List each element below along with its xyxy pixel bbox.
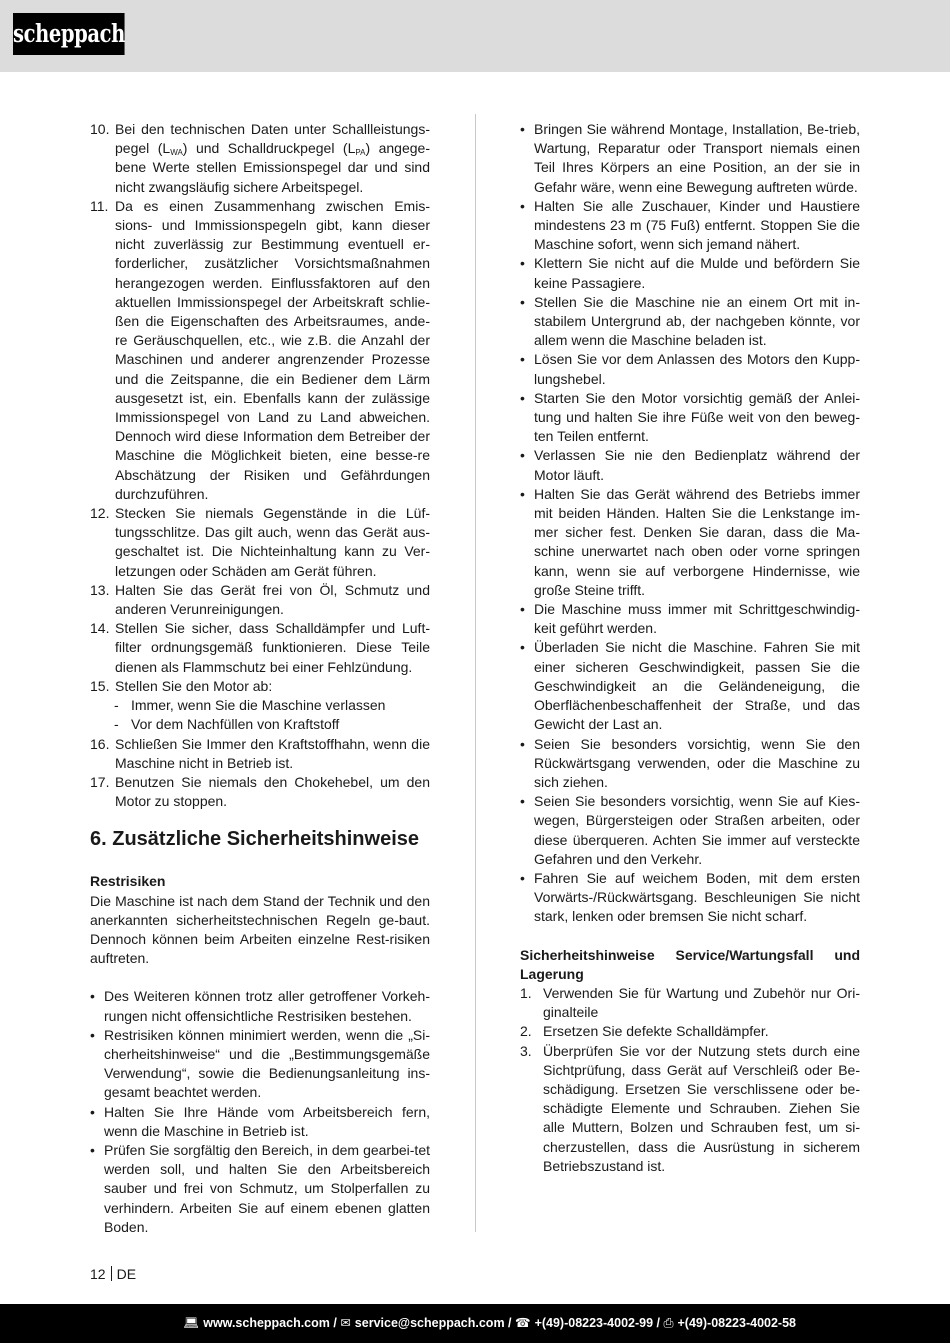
bullet-item-r1: • Bringen Sie während Montage, Installation, Be-trieb, Wartung, Reparatur oder Transport niemals einen Teil Ihres Körpers an eine Position, an der sie in Gefahr wäre, wenn eine Bewegung auftreten würde.	[520, 121, 860, 195]
computer-icon: 💻︎	[183, 1316, 200, 1330]
service-item-1: 1. Verwenden Sie für Wartung und Zubehör nur Ori-ginalteile	[520, 984, 860, 1021]
bullet-item-r7: • Verlassen Sie nie den Bedienplatz während der Motor läuft.	[520, 447, 860, 483]
footer-email-link[interactable]: service@scheppach.com	[354, 1316, 505, 1330]
list-item-12: 12. Stecken Sie niemals Gegenstände in die Lüf-tungsschlitze. Das gilt auch, wenn das Gerät aus-geschaltet ist. Die Nichteinhaltung kann zu Ver-letzungen oder Schäden am Gerät führen.	[90, 505, 430, 579]
service-item-3: 3. Überprüfen Sie vor der Nutzung stets durch eine Sichtprüfung, dass Gerät auf Verschleiß oder Be-schädigung. Ersetzen Sie verschlissene oder be-schädigte Elemente und Schrauben. Ziehen Sie alle Muttern, Bolzen und Schrauben fest, um si-cherzustellen, dass die Ausrüstung in sicherem Betriebszustand ist.	[520, 1042, 860, 1174]
column-divider	[475, 114, 476, 1232]
footer-web-link[interactable]: www.scheppach.com	[203, 1316, 330, 1330]
service-heading: Sicherheitshinweise Service/Wartungsfall und Lagerung	[520, 946, 860, 982]
list-item-11: 11. Da es einen Zusammenhang zwischen Emis-sions- und Immissionspegeln gibt, kann dieser nicht zuverlässig zur Bestimmung eventuell er-forderlicher, zusätzlicher Vorsichtsmaßnahmen herangezogen werden. Einflussfaktoren auf den aktuellen Immissionspegel der Arbeitskraft schlie-ßen die Eigenschaften des Arbeitsraumes, ande-re Geräuschquellen, etc., wie z.B. die Anzahl der Maschinen und anderer angrenzender Prozesse und die Zeitspanne, die ein Bediener dem Lärm ausgesetzt ist, ein. Ebenfalls kann der zulässige Immissionspegel von Land zu Land abweichen. Dennoch wird diese Information dem Betreiber der Maschine die Möglichkeit bieten, eine besse-re Abschätzung der Risiken und Gefährdungen durchzuführen.	[90, 197, 430, 502]
page-separator	[111, 1266, 112, 1281]
bullet-item-r6: • Starten Sie den Motor vorsichtig gemäß der Anlei-tung und halten Sie ihre Füße weit von den beweg-ten Teilen entfernt.	[520, 389, 860, 445]
header-bar	[0, 0, 950, 72]
dash-item-2: - Vor dem Nachfüllen von Kraftstoff	[114, 716, 340, 733]
fax-icon: ⎙	[663, 1316, 674, 1330]
restrisiken-paragraph: Die Maschine ist nach dem Stand der Technik und den anerkannten sicherheitstechnischen Regeln ge-baut. Dennoch können beim Arbeiten einzelne Rest-risiken auftreten.	[90, 892, 430, 967]
page-number: 12 DE	[90, 1266, 137, 1282]
bullet-item-r5: • Lösen Sie vor dem Anlassen des Motors den Kupp-lungshebel.	[520, 351, 860, 387]
list-item-14: 14. Stellen Sie sicher, dass Schalldämpfer und Luft-filter ordnungsgemäß funktionieren. Diese Teile dienen als Flammschutz bei einer Fehlzündung.	[90, 620, 430, 675]
bullet-item-2: • Restrisiken können minimiert werden, wenn die „Si-cherheitshinweise“ und die „Bestimmungsgemäße Verwendung“, sowie die Bedienungsanleitung ins-gesamt beachtet werden.	[90, 1026, 430, 1101]
bullet-item-r9: • Die Maschine muss immer mit Schrittgeschwindig-keit geführt werden.	[520, 601, 860, 637]
list-item-15: 15. Stellen Sie den Motor ab:	[90, 677, 273, 694]
service-item-2: 2. Ersetzen Sie defekte Schalldämpfer.	[520, 1023, 769, 1040]
dash-item-1: - Immer, wenn Sie die Maschine verlassen	[114, 697, 386, 714]
bullet-item-r3: • Klettern Sie nicht auf die Mulde und befördern Sie keine Passagiere.	[520, 255, 860, 291]
bullet-item-1: • Des Weiteren können trotz aller getroffener Vorkeh-rungen nicht offensichtliche Restrisiken bestehen.	[90, 988, 430, 1024]
bullet-item-r4: • Stellen Sie die Maschine nie an einem Ort mit in-stabilem Untergrund ab, der nachgeben könnte, vor allem wenn die Maschine beladen ist.	[520, 293, 860, 349]
bullet-item-r12: • Seien Sie besonders vorsichtig, wenn Sie auf Kies-wegen, Bürgersteigen oder Straßen arbeiten, oder diese überqueren. Achten Sie immer auf versteckte Gefahren und den Verkehr.	[520, 793, 860, 867]
left-column	[90, 120, 430, 1237]
footer-bar: 💻︎ www.scheppach.com / ✉︎ service@scheppach.com / ☎ +(49)-08223-4002-99 / ⎙ +(49)-08223-4002-58	[0, 1304, 950, 1343]
mail-icon: ✉︎	[340, 1316, 351, 1330]
footer-fax: +(49)-08223-4002-58	[677, 1316, 796, 1330]
list-item-13: 13. Halten Sie das Gerät frei von Öl, Schmutz und anderen Verunreinigungen.	[90, 581, 430, 618]
bullet-item-r2: • Halten Sie alle Zuschauer, Kinder und Haustiere mindestens 23 m (75 Fuß) entfernt. Stoppen Sie die Maschine sofort, wenn sich jemand nähert.	[520, 197, 860, 253]
bullet-item-r8: • Halten Sie das Gerät während des Betriebs immer mit beiden Händen. Halten Sie die Lenkstange im-mer sicher fest. Denken Sie daran, dass die Ma-schine unerwartet nach oben oder vorne springen kann, wenn sie auf verborgene Hindernisse, wie große Steine trifft.	[520, 485, 860, 598]
section-title: 6. Zusätzliche Sicherheitshinweise	[90, 828, 420, 851]
list-item-10: 10. Bei den technischen Daten unter Schallleistungs-pegel $(L_{WA})$ und Schalldruckpegel $(L_{PA})$ angege-bene Werte stellen Emissionspegel dar und sind nicht zwangsläufig sichere Arbeitspegel.	[90, 121, 430, 195]
footer-phone: +(49)-08223-4002-99	[534, 1316, 654, 1330]
bullet-item-r10: • Überladen Sie nicht die Maschine. Fahren Sie mit einer sicheren Geschwindigkeit, passen Sie die Geschwindigkeit an die Geländeneigung, die Oberflächenbeschaffenheit der Straße, und das Gewicht der Last an.	[520, 639, 860, 733]
bullet-item-r11: • Seien Sie besonders vorsichtig, wenn Sie den Rückwärtsgang verwenden, oder die Maschine zu sich ziehen.	[520, 735, 860, 790]
bullet-item-3: • Halten Sie Ihre Hände vom Arbeitsbereich fern, wenn die Maschine in Betrieb ist.	[90, 1103, 430, 1139]
restrisiken-heading: Restrisiken	[90, 873, 166, 890]
phone-icon: ☎	[514, 1316, 531, 1330]
bullet-item-4: • Prüfen Sie sorgfältig den Bereich, in dem gearbei-tet werden soll, und halten Sie den Arbeitsbereich sauber und frei von Schmutz, um Stolperfallen zu verhindern. Arbeiten Sie auf einem ebenen glatten Boden.	[90, 1141, 430, 1235]
bullet-item-r13: • Fahren Sie auf weichem Boden, mit dem ersten Vorwärts-/Rückwärtsgang. Beschleunigen Sie nicht stark, lenken oder bremsen Sie nicht scharf.	[520, 869, 860, 925]
right-column	[520, 120, 860, 1176]
scheppach-logo: scheppach	[13, 13, 125, 55]
list-item-17: 17. Benutzen Sie niemals den Chokehebel, um den Motor zu stoppen.	[90, 773, 430, 810]
list-item-16: 16. Schließen Sie Immer den Kraftstoffhahn, wenn die Maschine nicht in Betrieb ist.	[90, 735, 430, 771]
